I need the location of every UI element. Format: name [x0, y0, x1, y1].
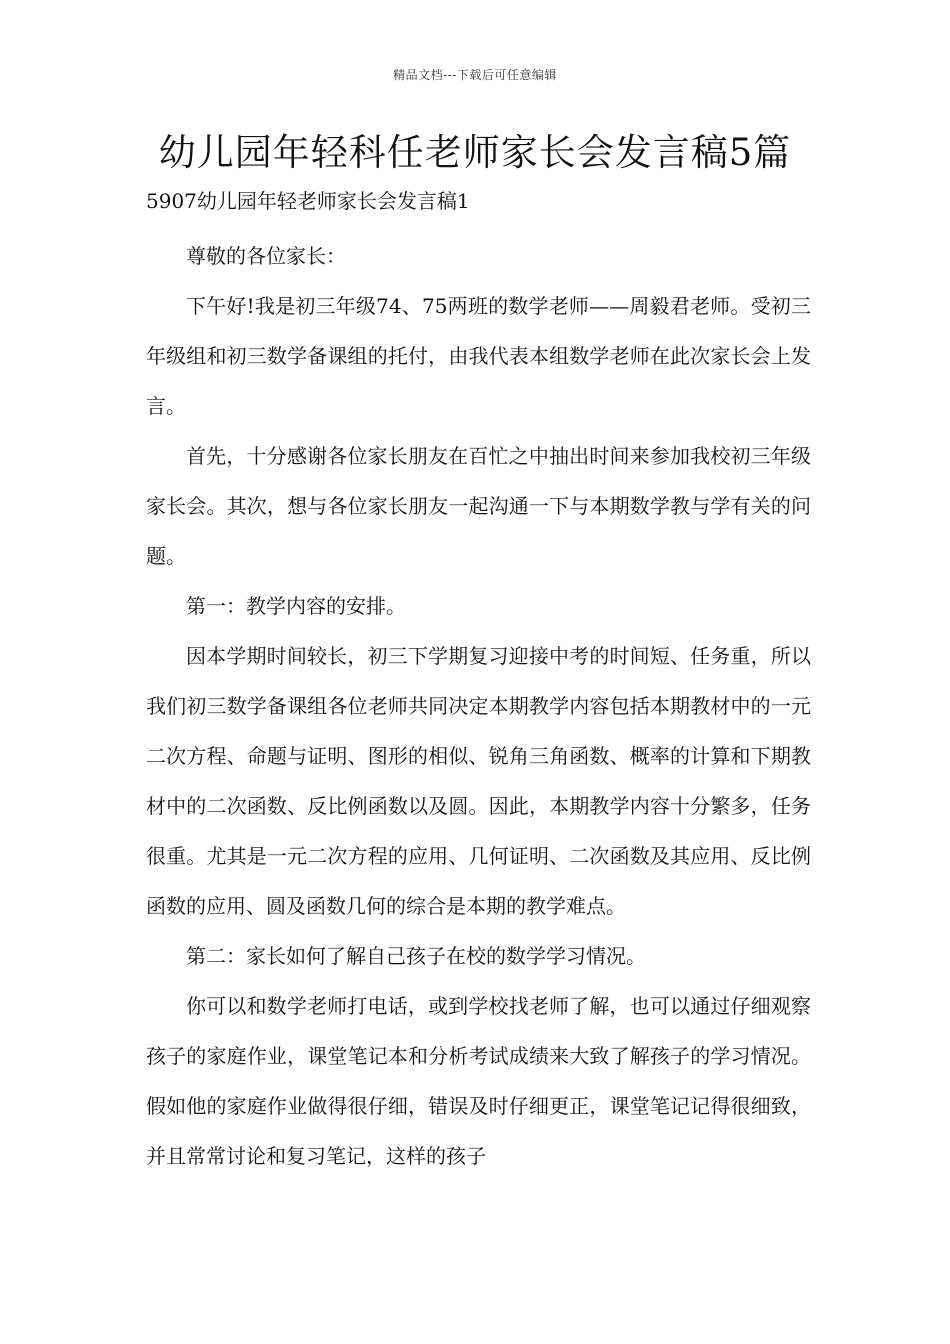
section-heading-1: 第一：教学内容的安排。	[186, 594, 406, 618]
greeting-paragraph: 下午好!我是初三年级74、75两班的数学老师——周毅君老师。受初三年级组和初三数学备课组的托付，由我代表本组数学老师在此次家长会上发言。	[146, 294, 811, 418]
salutation-paragraph: 尊敬的各位家长：	[186, 244, 346, 268]
document-title: 幼儿园年轻科任老师家长会发言稿5篇	[158, 131, 792, 174]
header-note: 精品文档---下载后可任意编辑	[393, 68, 557, 82]
document-body	[146, 231, 811, 1181]
intro-paragraph: 首先，十分感谢各位家长朋友在百忙之中抽出时间来参加我校初三年级家长会。其次，想与各位家长朋友一起沟通一下与本期数学教与学有关的问题。	[146, 444, 811, 568]
section-heading-2: 第二：家长如何了解自己孩子在校的数学学习情况。	[186, 944, 646, 968]
teaching-content-paragraph: 因本学期时间较长，初三下学期复习迎接中考的时间短、任务重，所以我们初三数学备课组各位老师共同决定本期教学内容包括本期教材中的一元二次方程、命题与证明、图形的相似、锐角三角函数、概率的计算和下期教材中的二次函数、反比例函数以及圆。因此，本期教学内容十分繁多，任务很重。尤其是一元二次方程的应用、几何证明、二次函数及其应用、反比例函数的应用、圆及函数几何的综合是本期的教学难点。	[146, 644, 811, 918]
parent-guidance-paragraph: 你可以和数学老师打电话，或到学校找老师了解，也可以通过仔细观察孩子的家庭作业，课堂笔记本和分析考试成绩来大致了解孩子的学习情况。假如他的家庭作业做得很仔细，错误及时仔细更正，课堂笔记记得很细致，并且常常讨论和复习笔记，这样的孩子	[146, 994, 811, 1168]
section-subtitle: 5907幼儿园年轻老师家长会发言稿1	[146, 189, 470, 213]
